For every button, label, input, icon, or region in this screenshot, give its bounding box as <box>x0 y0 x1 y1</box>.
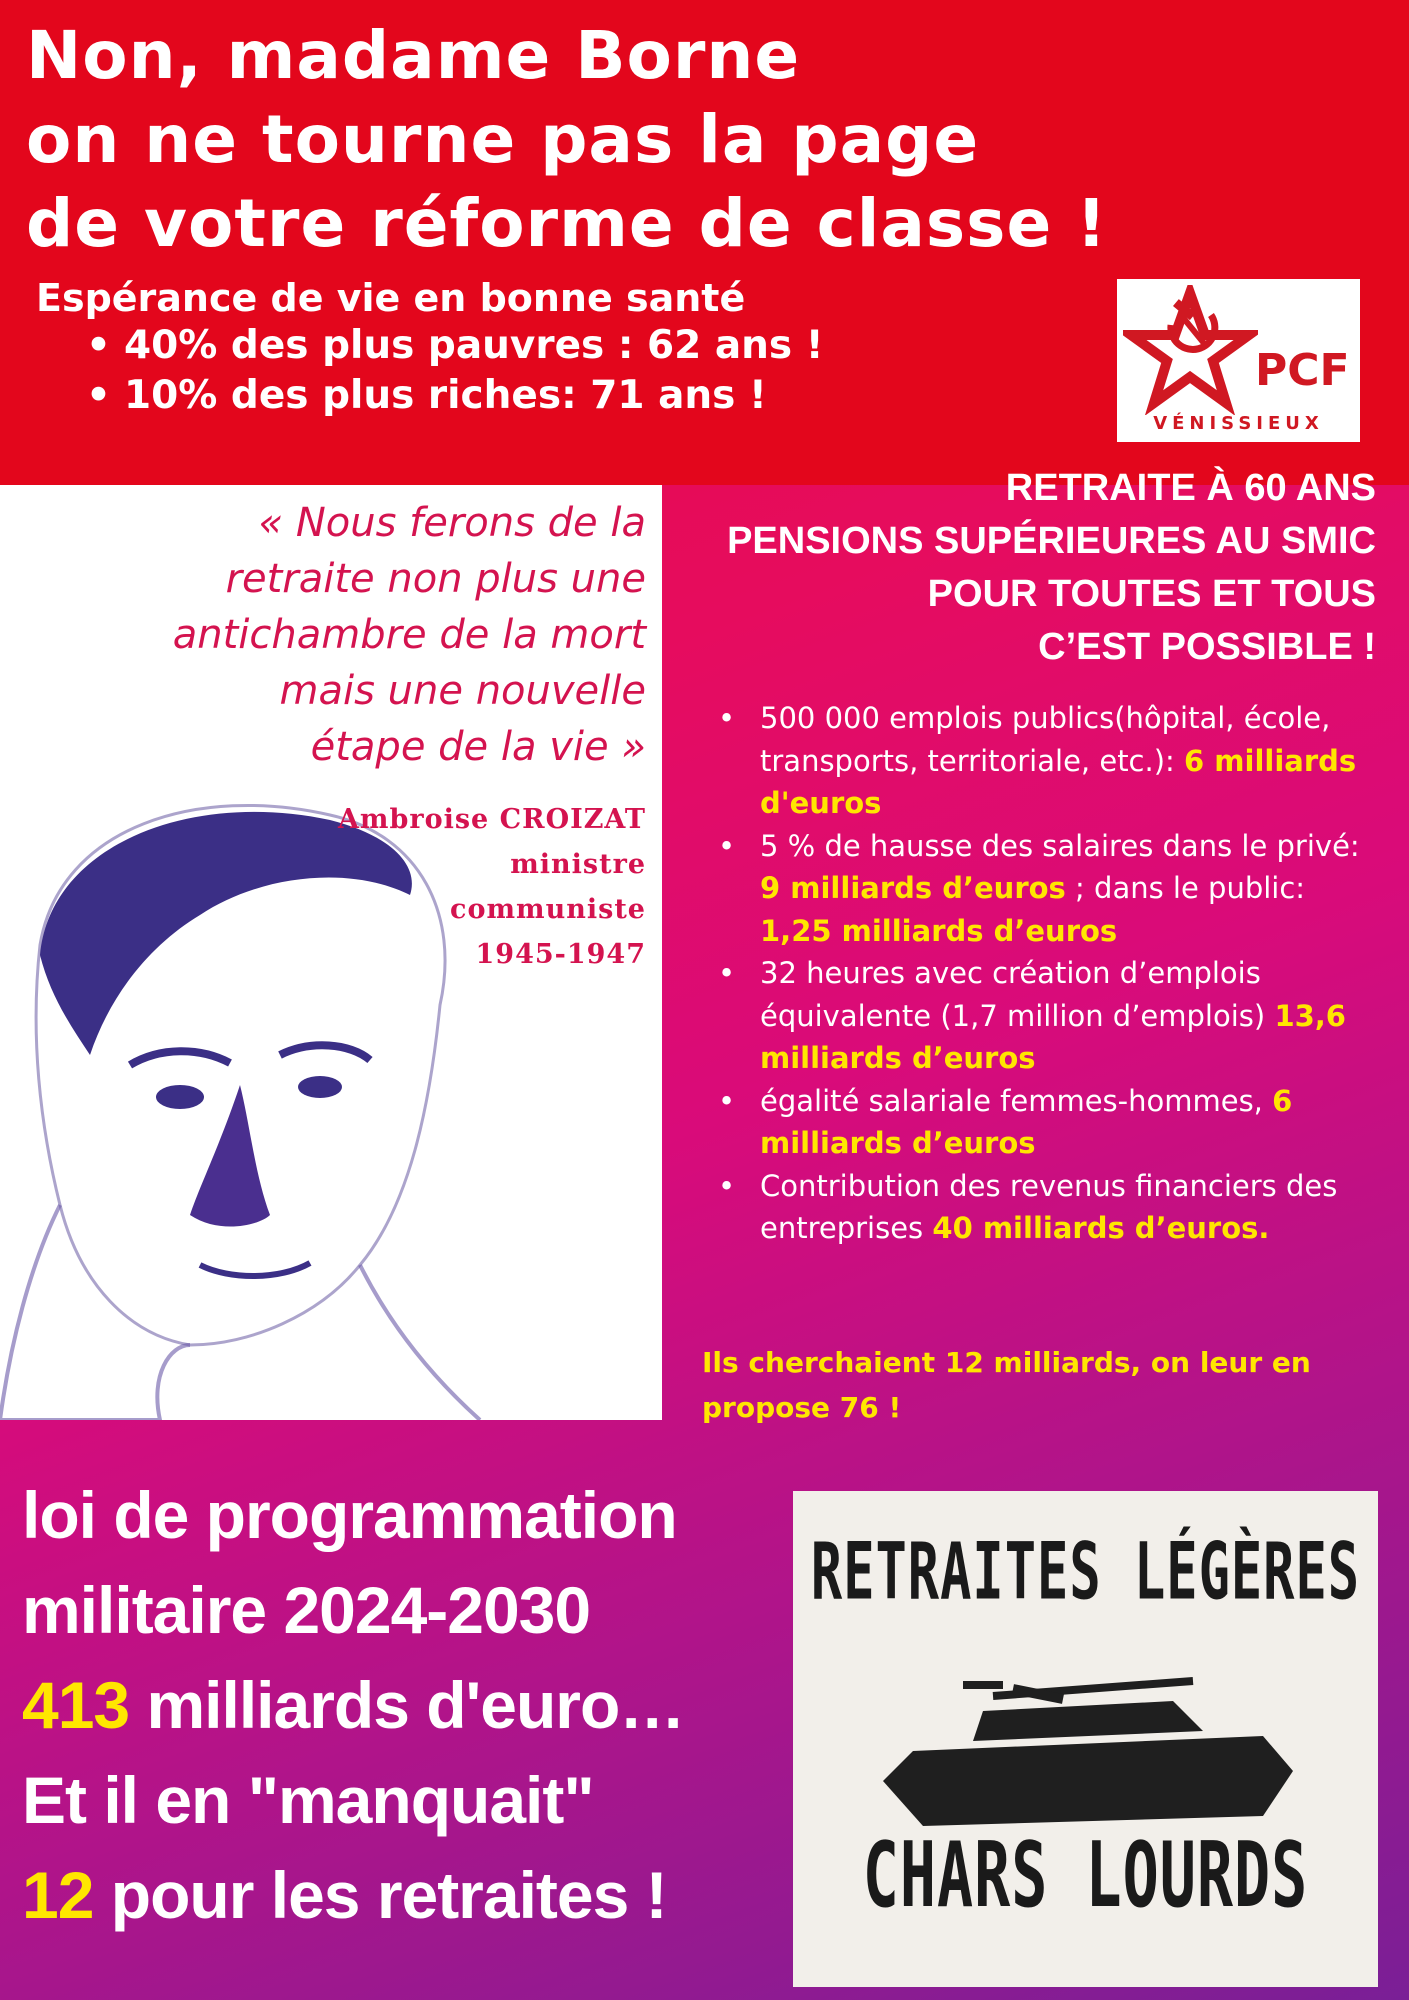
demand-line: POUR TOUTES ET TOUS <box>927 573 1376 615</box>
author-line: Ambroise CROIZAT <box>337 804 646 835</box>
life-expectancy-heading: Espérance de vie en bonne santé <box>36 276 746 320</box>
quote-author <box>286 797 646 977</box>
funding-item <box>714 697 1384 825</box>
demand-line: RETRAITE À 60 ANS <box>1005 467 1376 509</box>
title-block <box>0 0 1409 485</box>
author-line: 1945-1947 <box>475 939 646 970</box>
funding-item <box>714 952 1384 1080</box>
funding-amount: 9 milliards d’euros <box>760 871 1066 905</box>
funding-text: 500 000 emplois publics(hôpital, école, transports, territoriale, etc.): <box>760 701 1331 778</box>
star-hammer-sickle-icon <box>1123 285 1258 415</box>
logo-city: VÉNISSIEUX <box>1153 413 1324 434</box>
funding-text: 5 % de hausse des salaires dans le privé: <box>760 828 1360 863</box>
funding-amount: 40 milliards d’euros. <box>932 1211 1270 1245</box>
life-expectancy <box>36 275 824 421</box>
funding-item <box>714 825 1384 953</box>
pension-amount: 12 <box>22 1858 94 1932</box>
quote-line: antichambre de la mort <box>172 612 646 658</box>
headline-line-2: on ne tourne pas la page <box>26 101 980 178</box>
tank-icon <box>863 1641 1313 1841</box>
funding-text: ; dans le public: <box>1065 871 1306 905</box>
military-text: pour les retraites ! <box>93 1858 667 1932</box>
funding-list <box>714 697 1384 1250</box>
funding-item <box>714 1165 1384 1250</box>
funding-text: 32 heures avec création d’emplois équivalente (1,7 million d’emplois) <box>760 956 1275 1033</box>
quote-line: étape de la vie » <box>310 724 646 770</box>
author-line: ministre <box>510 849 646 880</box>
author-line: communiste <box>450 894 646 925</box>
military-line: Et il en "manquait" <box>22 1763 594 1837</box>
croizat-quote <box>6 495 646 775</box>
poster-bottom-text: CHARS LOURDS <box>862 1823 1309 1929</box>
quote-line: mais une nouvelle <box>279 668 646 714</box>
demand-line: C’EST POSSIBLE ! <box>1038 626 1376 668</box>
military-line <box>22 1848 684 1943</box>
quote-line: retraite non plus une <box>225 556 646 602</box>
quote-line: « Nous ferons de la <box>258 500 646 546</box>
logo-name: PCF <box>1255 345 1350 396</box>
military-line: loi de programmation <box>22 1478 677 1552</box>
funding-text: Contribution des revenus financiers des entreprises <box>760 1168 1338 1245</box>
funding-amount: 6 milliards d'euros <box>760 743 1357 820</box>
funding-amount: 13,6 milliards d’euros <box>760 998 1346 1075</box>
military-amount: 413 <box>22 1668 130 1742</box>
demand-line: PENSIONS SUPÉRIEURES AU SMIC <box>727 520 1376 562</box>
life-expectancy-item: • 10% des plus riches: 71 ans ! <box>86 371 824 421</box>
funding-item <box>714 1080 1384 1165</box>
croizat-portrait-panel <box>0 485 662 1420</box>
headline <box>26 14 1396 266</box>
pcf-logo <box>1117 279 1360 442</box>
headline-line-1: Non, madame Borne <box>26 17 801 94</box>
life-expectancy-item: • 40% des plus pauvres : 62 ans ! <box>86 321 824 371</box>
demands-block <box>727 462 1376 674</box>
search-note: Ils cherchaient 12 milliards, on leur en propose 76 ! <box>702 1346 1311 1424</box>
military-text: milliards d'euro… <box>129 1668 685 1742</box>
military-line: militaire 2024-2030 <box>22 1573 591 1647</box>
military-budget-block <box>22 1468 684 1943</box>
retraites-chars-poster <box>793 1491 1378 1987</box>
funding-text: égalité salariale femmes-hommes, <box>760 1083 1273 1118</box>
funding-amount: 6 milliards d’euros <box>760 1083 1293 1160</box>
funding-amount: 1,25 milliards d’euros <box>760 913 1118 948</box>
headline-line-3: de votre réforme de classe ! <box>26 185 1108 262</box>
poster-top-text: RETRAITES LÉGÈRES <box>810 1528 1361 1618</box>
military-line <box>22 1658 684 1753</box>
life-expectancy-list <box>36 321 824 421</box>
